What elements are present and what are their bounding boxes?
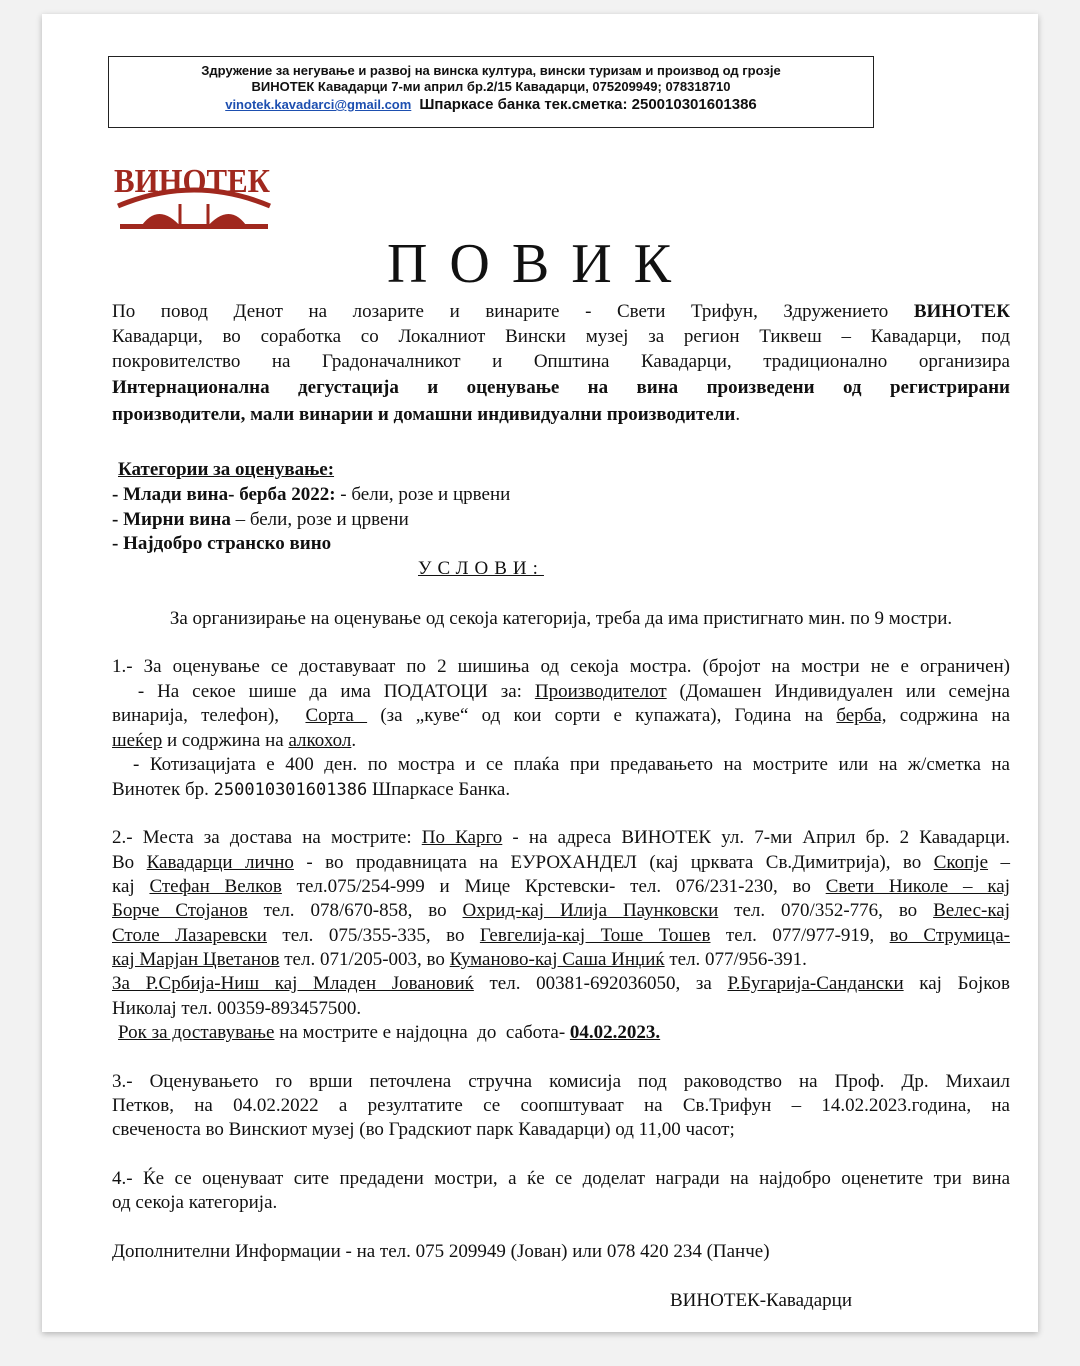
condition-1-line: винарија, телефон), Сорта (за „куве“ од кои сорти е купажата), Година на берба, содржина на [112,705,1011,726]
deadline-line: Рок за доставување на мострите е најдоцна до сабота- 04.02.2023. [118,1022,661,1043]
intro-line-2: Кавадарци, во соработка со Локалниот Вински музеј за регион Тиквеш – Кавадарци, под [112,326,1010,347]
letterhead-box [108,56,874,128]
vinotek-logo [110,144,278,234]
condition-1-line: Винотек бр. 250010301601386 Шпаркасе Банка. [112,779,511,800]
condition-1-line: 1.- За оценување се доставуваат по 2 шишиња од секоја мостра. (бројот на мостри не е ограничен) [112,656,1010,677]
page-title: ПОВИК [386,233,694,295]
bank-account-number: 250010301601386 [213,780,368,800]
condition-1-line: шеќер и содржина на алкохол. [112,730,357,751]
condition-3-line: свеченоста во Винскиот музеј (во Градскиот парк Кавадарци) од 11,00 часот; [112,1119,735,1140]
email-link[interactable]: vinotek.kavadarci@gmail.com [225,97,412,112]
intro-line-4: Интернационална дегустација и оценување на вина произведени од регистрирани [112,377,1010,398]
condition-4-line: 4.- Ќе се оценуваат сите предадени мостри, а ќе се доделат награди на најдобро оценетите три вина [112,1168,1010,1189]
intro-line-3: покровителство на Градоначалникот и Општина Кавадарци, традиционално организира [112,351,1010,372]
condition-3-line: Петков, на 04.02.2022 а резултатите се соопштуваат на Св.Трифун – 14.02.2023.година, на [112,1095,1010,1116]
logo-lettering: ВИНОТЕК [114,163,271,200]
condition-2-line: Николај тел. 00359-893457500. [112,998,362,1019]
letterhead-line-1: Здружение за негување и развој на винска култура, вински туризам и производ од грозје [201,63,781,78]
intro-line-1: По повод Денот на лозарите и винарите - Свети Трифун, Здружението ВИНОТЕК [112,301,1010,322]
condition-2-line: кај Стефан Велков тел.075/254-999 и Мице Крстевски- тел. 076/231-230, во Свети Николе – кај [112,876,1010,897]
condition-3-line: 3.- Оценувањето го врши петочлена стручна комисија под раководство на Проф. Др. Михаил [112,1071,1010,1092]
categories-heading: Категории за оценување: [118,459,335,480]
condition-4-line: од секоја категорија. [112,1192,278,1213]
bank-account: Шпаркасе банка тек.сметка: 250010301601386 [419,96,757,113]
condition-1-line: - Котизацијата е 400 ден. по мостра и се плаќа при предавањето на мострите или на ж/сметка на [112,754,1010,775]
letterhead-line-2: ВИНОТЕК Кавадарци 7-ми април бр.2/15 Кавадарци, 075209949; 078318710 [251,79,731,94]
letterhead-line-3 [109,95,873,115]
minimum-samples-note: За организирање на оценување од секоја категорија, треба да има пристигнато мин. по 9 мостри. [169,608,953,629]
additional-info: Дополнителни Информации - на тел. 075 209949 (Јован) или 078 420 234 (Панче) [112,1241,770,1262]
conditions-heading: УСЛОВИ: [418,558,544,579]
category-item: - Најдобро странско вино [112,533,332,554]
condition-1-line: - На секое шише да има ПОДАТОЦИ за: Производителот (Домашен Индивидуален или семејна [112,681,1010,702]
condition-2-line: Борче Стојанов тел. 078/670-858, во Охрид-кај Илија Паунковски тел. 070/352-776, во Велес-кај [112,900,1011,921]
category-item: - Млади вина- берба 2022: - бели, розе и црвени [112,484,511,505]
intro-line-5: производители, мали винарии и домашни индивидуални производители. [112,404,741,425]
category-item: - Мирни вина – бели, розе и црвени [112,509,409,530]
condition-2-line: кај Марјан Цветанов тел. 071/205-003, во Куманово-кај Саша Инџиќ тел. 077/956-391. [112,949,807,970]
signature: ВИНОТЕК-Кавадарци [670,1290,852,1311]
condition-2-line: 2.- Места за достава на мострите: По Карго - на адреса ВИНОТЕК ул. 7-ми Април бр. 2 Кавадарци. [112,827,1010,848]
condition-2-line: Столе Лазаревски тел. 075/355-335, во Гевгелија-кај Тоше Тошев тел. 077/977-919, во Струмица- [112,925,1010,946]
document-page [42,14,1038,1332]
condition-2-line: Во Кавадарци лично - во продавницата на ЕУРОХАНДЕЛ (кај црквата Св.Димитрија), во Скопје – [112,852,1010,873]
deadline-date: 04.02.2023. [569,1022,661,1043]
condition-2-line: За Р.Србија-Ниш кај Младен Јовановиќ тел. 00381-692036050, за Р.Бугарија-Сандански кај Бојков [112,973,1010,994]
